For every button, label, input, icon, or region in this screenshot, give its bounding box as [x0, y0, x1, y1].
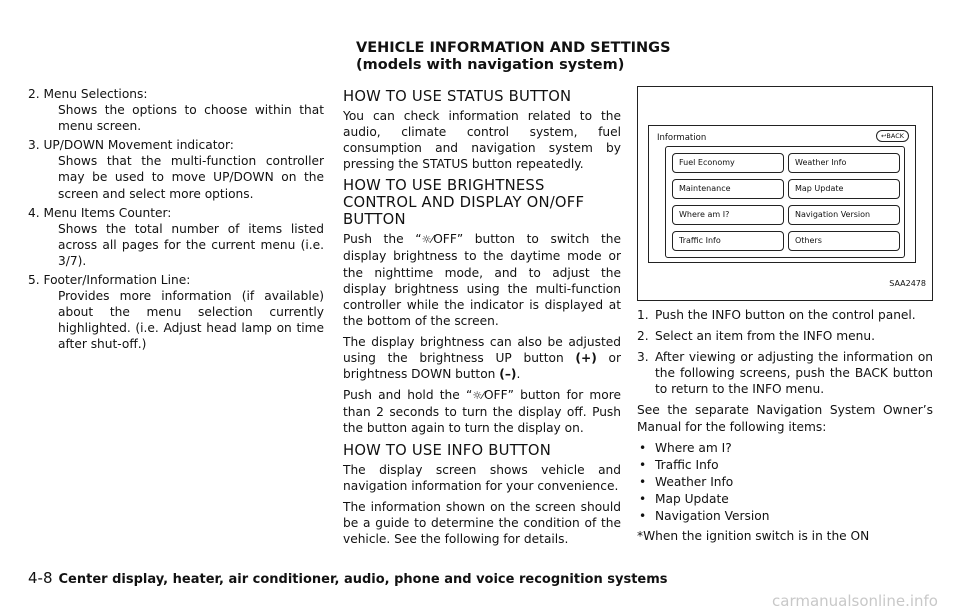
text-run: OFF” button to switch the display brightness to the daytime mode or the nighttime mode, and to adjust the display brightness using the multi-function controller while the indicator is displayed at the bottom of the screen. [343, 232, 622, 328]
item-lead: 4. Menu Items Counter: [28, 205, 172, 220]
list-item: • Weather Info [637, 474, 933, 490]
list-item [637, 349, 933, 397]
menu-button-fuel-economy: Fuel Economy [672, 153, 784, 173]
bullet-list [637, 440, 933, 524]
brightness-para-3 [343, 387, 621, 436]
screen-title: Information [657, 133, 707, 143]
note-text: *When the ignition switch is in the ON [637, 529, 870, 544]
brightness-para-2 [343, 334, 621, 382]
section-header-line1: VEHICLE INFORMATION AND SETTINGS [356, 40, 671, 56]
chapter-title: Center display, heater, air conditioner, audio, phone and voice recognition systems [58, 572, 668, 587]
page-number: 4-8 [28, 569, 53, 587]
item-desc: Shows the total number of items listed across all pages for the current menu (i.e. 3/7). [58, 221, 324, 268]
text-run: or brightness DOWN button [343, 351, 621, 382]
list-item: • Navigation Version [637, 508, 933, 524]
steps-list [637, 307, 933, 397]
item-lead: 3. UP/DOWN Movement indicator: [28, 138, 234, 153]
list-item [28, 86, 324, 134]
section-header-line2: (models with navigation system) [356, 57, 625, 73]
status-heading: HOW TO USE STATUS BUTTON [343, 88, 572, 105]
section-header [356, 40, 671, 74]
list-item [637, 307, 933, 323]
menu-button-others: Others [788, 231, 900, 251]
up-button-label: (+) [575, 351, 597, 366]
status-text: You can check information related to the audio, climate control system, fuel consumption and navigation system by pressing the STATUS button repeatedly. [343, 109, 621, 172]
brightness-sun-icon: ☼⁄ [472, 389, 484, 403]
item-desc: Provides more information (if available) about the menu selection currently highlighted. (i.e. Adjust head lamp on time after shut-off.) [58, 289, 324, 352]
list-item: • Where am I? [637, 440, 933, 456]
menu-button-navigation-version: Navigation Version [788, 205, 900, 225]
menu-button-maintenance: Maintenance [672, 179, 784, 199]
list-item: • Map Update [637, 491, 933, 507]
step-text: Push the INFO button on the control panel. [655, 308, 916, 322]
info-para-2: The information shown on the screen should be a guide to determine the condition of the vehicle. See the following for details. [343, 499, 621, 546]
brightness-para-1 [343, 231, 621, 329]
brightness-sun-icon: ☼⁄ [421, 233, 434, 247]
column-right [637, 86, 933, 549]
info-heading: HOW TO USE INFO BUTTON [343, 441, 551, 459]
column-left [28, 86, 324, 356]
list-item: • Traffic Info [637, 457, 933, 473]
item-desc: Shows the options to choose within that menu screen. [58, 103, 324, 134]
menu-button-map-update: Map Update [788, 179, 900, 199]
item-lead: 2. Menu Selections: [28, 87, 148, 101]
menu-box [665, 146, 905, 258]
figure-label: SAA2478 [889, 278, 926, 288]
menu-button-where-am-i: Where am I? [672, 205, 784, 225]
list-item [637, 328, 933, 344]
item-lead: 5. Footer/Information Line: [28, 273, 191, 288]
watermark: carmanualsonline.info [772, 592, 938, 610]
step-number: 1. [637, 308, 649, 322]
see-text: See the separate Navigation System Owner’s Manual for the following items: [637, 403, 933, 434]
info-para-1: The display screen shows vehicle and navigation information for your convenience. [343, 462, 621, 493]
step-number: 2. [637, 329, 649, 344]
text-run: The display brightness can also be adjusted using the brightness UP button [343, 334, 621, 366]
menu-button-weather-info: Weather Info [788, 153, 900, 173]
page-footer [28, 569, 668, 587]
step-number: 3. [637, 350, 649, 365]
back-button: ↩BACK [876, 130, 909, 142]
text-run: . [516, 367, 521, 382]
text-run: Push and hold the “ [343, 388, 473, 403]
list-item [28, 137, 324, 201]
back-label: BACK [886, 132, 904, 140]
menu-button-traffic-info: Traffic Info [672, 231, 784, 251]
info-menu-figure [637, 86, 933, 301]
display-screen [648, 125, 916, 263]
step-text: Select an item from the INFO menu. [655, 329, 875, 344]
list-item [28, 272, 324, 352]
down-button-label: (–) [499, 367, 517, 382]
column-middle [343, 86, 621, 552]
step-text: After viewing or adjusting the information on the following screens, push the BACK button to return to the INFO menu. [655, 350, 933, 397]
list-item [28, 205, 324, 269]
brightness-heading: HOW TO USE BRIGHTNESS CONTROL AND DISPLAY ON/OFF BUTTON [343, 177, 585, 229]
item-desc: Shows that the multi-function controller may be used to move UP/DOWN on the screen and select more options. [58, 154, 324, 201]
text-run: OFF” button for more than 2 seconds to turn the display off. Push the button again to turn the display on. [343, 388, 622, 436]
text-run: Push the “ [343, 232, 422, 247]
